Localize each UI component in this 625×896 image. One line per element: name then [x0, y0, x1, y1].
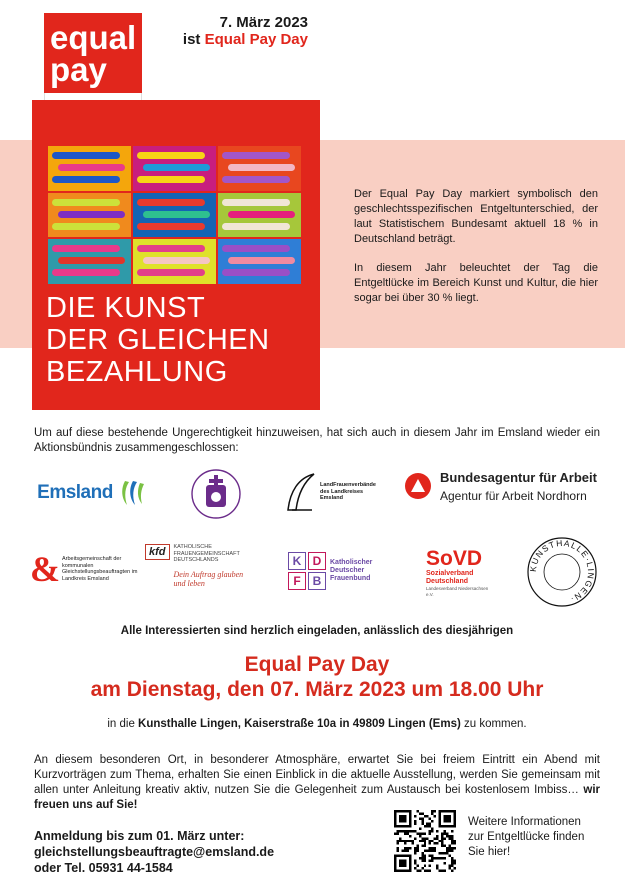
- qr-module: [431, 830, 433, 832]
- kdfb-letter: K: [288, 552, 306, 570]
- event-title: [34, 652, 600, 702]
- qr-module: [414, 822, 416, 824]
- church-emblem-icon: [190, 467, 242, 521]
- qr-module: [436, 842, 438, 844]
- qr-module: [454, 840, 456, 842]
- brush-stroke: [143, 257, 210, 264]
- qr-module: [451, 862, 453, 864]
- qr-module: [399, 860, 406, 867]
- brush-stroke: [52, 199, 120, 206]
- side-text: [354, 187, 598, 306]
- qr-module: [411, 842, 413, 844]
- qr-module: [441, 837, 443, 839]
- brush-stroke: [52, 223, 120, 230]
- kdfb-label: Katholischer Deutscher Frauenbund: [330, 559, 373, 582]
- qr-module: [424, 865, 426, 867]
- qr-module: [429, 830, 431, 832]
- brush-stroke: [143, 164, 210, 171]
- qr-module: [429, 860, 431, 862]
- color-cell: [133, 193, 216, 238]
- qr-module: [426, 822, 428, 824]
- brush-stroke: [137, 176, 205, 183]
- qr-module: [434, 815, 436, 817]
- qr-module: [404, 850, 406, 852]
- brush-stroke: [137, 152, 205, 159]
- ba-title: Bundesagentur für Arbeit: [440, 470, 597, 485]
- qr-module: [421, 867, 423, 869]
- qr-module: [431, 857, 433, 859]
- qr-module: [441, 852, 443, 854]
- qr-module: [406, 840, 408, 842]
- qr-module: [441, 832, 443, 834]
- qr-module: [406, 830, 408, 832]
- logo-line-pay: pay: [50, 51, 107, 88]
- qr-module: [429, 865, 431, 867]
- qr-module: [401, 830, 403, 832]
- qr-module: [444, 830, 446, 832]
- qr-module: [449, 850, 451, 852]
- qr-module: [419, 840, 421, 842]
- date-line-1: 7. März 2023: [219, 14, 308, 31]
- qr-module: [449, 867, 451, 869]
- qr-module: [426, 850, 428, 852]
- poster-title-line: DER GLEICHEN: [46, 324, 270, 356]
- qr-module: [416, 870, 418, 872]
- qr-module: [444, 845, 446, 847]
- landfrauen-label: LandFrauenverbände des Landkreises Emsland: [320, 482, 376, 502]
- brush-stroke: [222, 199, 290, 206]
- ag-label: Arbeitsgemeinschaft der kommunalen Gleichstellungsbeauftragten im Landkreis Emsland: [62, 556, 138, 582]
- qr-module: [434, 850, 436, 852]
- qr-module: [424, 837, 426, 839]
- qr-module: [431, 820, 433, 822]
- qr-module: [421, 845, 423, 847]
- qr-module: [436, 867, 438, 869]
- qr-module: [446, 832, 448, 834]
- qr-module: [444, 837, 446, 839]
- brush-stroke: [52, 176, 120, 183]
- sovd-logo: [426, 544, 496, 602]
- color-cell: [48, 193, 131, 238]
- qr-module: [451, 842, 453, 844]
- qr-module: [451, 865, 453, 867]
- poster-title-line: BEZAHLUNG: [46, 356, 228, 388]
- qr-module: [449, 855, 451, 857]
- qr-module: [421, 817, 423, 819]
- qr-module: [449, 847, 451, 849]
- qr-module: [399, 815, 406, 822]
- venue-suffix: zu kommen.: [460, 718, 527, 730]
- qr-module: [424, 825, 426, 827]
- kfd-abbr: kfd: [145, 544, 170, 560]
- qr-module: [426, 837, 428, 839]
- qr-module: [404, 832, 406, 834]
- qr-module: [399, 837, 401, 839]
- qr-module: [426, 815, 428, 817]
- qr-module: [404, 842, 406, 844]
- qr-module: [431, 827, 433, 829]
- qr-module: [421, 860, 423, 862]
- registration-deadline: Anmeldung bis zum 01. März unter:: [34, 829, 245, 843]
- qr-module: [446, 850, 448, 852]
- date-heading: [160, 14, 308, 48]
- qr-module: [421, 840, 423, 842]
- color-cell: [218, 239, 301, 284]
- qr-module: [414, 837, 416, 839]
- event-title-line-2: am Dienstag, den 07. März 2023 um 18.00 Uhr: [90, 678, 544, 701]
- kfd-logo: [145, 544, 257, 592]
- ba-text-block: [440, 470, 597, 503]
- venue-place: Kunsthalle Lingen, Kaiserstraße 10a in 49809 Lingen (Ems): [138, 718, 461, 730]
- qr-module: [451, 850, 453, 852]
- venue-line: [34, 718, 600, 730]
- kunsthalle-logo: [526, 536, 598, 608]
- qr-module: [409, 847, 411, 849]
- qr-module: [414, 815, 416, 817]
- qr-module: [434, 847, 436, 849]
- qr-module: [451, 860, 453, 862]
- qr-module: [454, 862, 456, 864]
- event-description: [34, 753, 600, 813]
- qr-module: [429, 817, 431, 819]
- qr-module: [424, 815, 426, 817]
- qr-module: [409, 840, 411, 842]
- sovd-sub: Landesverband Niedersachsen e.V.: [426, 586, 489, 597]
- qr-module: [454, 867, 456, 869]
- qr-module: [424, 850, 426, 852]
- qr-module: [406, 832, 408, 834]
- qr-module: [451, 837, 453, 839]
- qr-module: [451, 840, 453, 842]
- qr-module: [439, 840, 441, 842]
- color-cell: [218, 193, 301, 238]
- sovd-abbr: SoVD: [426, 547, 483, 570]
- ba-logo-icon: [404, 472, 432, 500]
- qr-module: [446, 847, 448, 849]
- qr-module: [446, 835, 448, 837]
- qr-module: [431, 847, 433, 849]
- arbeitsgemeinschaft-logo: [30, 544, 146, 594]
- intro-paragraph: Um auf diese bestehende Ungerechtigkeit hinzuweisen, hat sich auch in diesem Jahr im Emsland wieder ein Aktionsbündnis zusammengeschlossen:: [34, 427, 600, 454]
- qr-module: [414, 830, 416, 832]
- event-description-text: An diesem besonderen Ort, in besonderer Atmosphäre, erwartet Sie bei freiem Eintritt ein Abend mit Kurzvorträgen zum Thema, erhalten Sie einen Einblick in die aktuelle Ausstellung, werden Sie gemeinsam mit allen unter Anleitung kreativ aktiv, nutzen Sie die Gelegenheit zum Austausch bei kostenlosem Imbiss…: [34, 754, 600, 796]
- qr-module: [449, 845, 451, 847]
- qr-module: [414, 847, 416, 849]
- emsland-waves-icon: [117, 478, 147, 508]
- qr-module: [431, 812, 433, 814]
- qr-module: [411, 830, 413, 832]
- qr-module: [441, 857, 443, 859]
- qr-module: [396, 832, 398, 834]
- qr-module: [436, 830, 438, 832]
- qr-module: [414, 862, 416, 864]
- bundesagentur-logo: [404, 470, 600, 518]
- qr-module: [429, 822, 431, 824]
- qr-module: [429, 842, 431, 844]
- qr-module: [421, 812, 423, 814]
- qr-module: [419, 870, 421, 872]
- brush-stroke: [228, 257, 295, 264]
- qr-module: [424, 842, 426, 844]
- qr-module: [421, 822, 423, 824]
- venue-prefix: in die: [107, 718, 139, 730]
- qr-module: [396, 850, 398, 852]
- poster-title-line: DIE KUNST: [46, 292, 206, 324]
- qr-module: [441, 870, 443, 872]
- kfd-label: KATHOLISCHE FRAUENGEMEINSCHAFT DEUTSCHLANDS: [173, 544, 240, 563]
- landfrauen-logo: [284, 466, 380, 518]
- event-title-line-1: Equal Pay Day: [244, 653, 390, 676]
- brush-stroke: [228, 164, 295, 171]
- qr-module: [396, 842, 398, 844]
- equal-pay-day-logo: [44, 13, 142, 93]
- brush-stroke: [222, 269, 290, 276]
- qr-module: [409, 830, 411, 832]
- registration-phone: oder Tel. 05931 44-1584: [34, 861, 173, 875]
- brush-stroke: [52, 269, 120, 276]
- brush-stroke: [222, 245, 290, 252]
- qr-module: [444, 852, 446, 854]
- side-paragraph-1: Der Equal Pay Day markiert symbolisch den geschlechtsspezifischen Entgeltunterschied, der laut Statistischem Bundesamt aktuell 18 % in Deutschland beträgt.: [354, 188, 598, 245]
- qr-module: [451, 830, 453, 832]
- brush-stroke: [58, 257, 125, 264]
- registration-info: [34, 828, 354, 876]
- qr-module: [431, 840, 433, 842]
- qr-module: [441, 835, 443, 837]
- ampersand-icon: &: [30, 549, 60, 589]
- brush-stroke: [222, 152, 290, 159]
- qr-module: [406, 850, 408, 852]
- color-cell: [133, 239, 216, 284]
- qr-module: [436, 857, 438, 859]
- kunsthalle-seal-icon: [526, 536, 598, 608]
- kfd-motto: Dein Auftrag glauben und leben: [173, 569, 244, 588]
- qr-module: [414, 852, 416, 854]
- qr-module: [421, 855, 423, 857]
- qr-module: [421, 837, 423, 839]
- date-highlight: Equal Pay Day: [204, 31, 308, 48]
- qr-module: [451, 847, 453, 849]
- qr-module: [424, 870, 426, 872]
- qr-module: [431, 850, 433, 852]
- qr-module: [436, 837, 438, 839]
- qr-module: [426, 825, 428, 827]
- qr-module: [424, 855, 426, 857]
- qr-module: [399, 830, 401, 832]
- poster-title: [46, 292, 270, 388]
- brush-stroke: [137, 269, 205, 276]
- qr-module: [454, 842, 456, 844]
- qr-module: [451, 870, 453, 872]
- qr-module: [454, 860, 456, 862]
- qr-module: [404, 830, 406, 832]
- qr-module: [414, 850, 416, 852]
- qr-module: [416, 845, 418, 847]
- color-grid: [48, 146, 301, 284]
- qr-module: [419, 857, 421, 859]
- qr-module: [421, 852, 423, 854]
- emsland-label: Emsland: [37, 482, 113, 503]
- qr-caption: Weitere Informationen zur Entgeltlücke finden Sie hier!: [468, 816, 585, 858]
- ba-subtitle: Agentur für Arbeit Nordhorn: [440, 489, 587, 503]
- qr-module: [419, 817, 421, 819]
- qr-module: [431, 855, 433, 857]
- brush-stroke: [137, 223, 205, 230]
- qr-module: [416, 810, 418, 812]
- color-cell: [48, 146, 131, 191]
- qr-module: [444, 832, 446, 834]
- date-line-2: [160, 31, 308, 48]
- brush-stroke: [52, 245, 120, 252]
- qr-module: [444, 862, 446, 864]
- qr-module: [404, 847, 406, 849]
- kunsthalle-label: KUNSTHALLE·LINGEN·: [527, 537, 597, 605]
- qr-module: [396, 840, 398, 842]
- qr-module: [419, 812, 421, 814]
- qr-module: [416, 850, 418, 852]
- qr-module: [429, 847, 431, 849]
- qr-module: [444, 857, 446, 859]
- brush-stroke: [58, 164, 125, 171]
- qr-module: [431, 860, 433, 862]
- qr-module: [429, 855, 431, 857]
- qr-module: [396, 847, 398, 849]
- qr-module: [424, 840, 426, 842]
- qr-module: [401, 840, 403, 842]
- qr-module: [446, 852, 448, 854]
- brush-stroke: [52, 152, 120, 159]
- qr-module: [434, 837, 436, 839]
- qr-module: [409, 835, 411, 837]
- brush-stroke: [58, 211, 125, 218]
- qr-module: [439, 870, 441, 872]
- color-cell: [133, 146, 216, 191]
- qr-module: [399, 840, 401, 842]
- art-poster: [32, 100, 320, 410]
- color-cell: [48, 239, 131, 284]
- brush-stroke: [222, 223, 290, 230]
- brush-stroke: [137, 245, 205, 252]
- qr-module: [429, 832, 431, 834]
- qr-module: [451, 835, 453, 837]
- qr-module: [436, 865, 438, 867]
- qr-module: [419, 835, 421, 837]
- qr-code[interactable]: [394, 810, 456, 872]
- qr-module: [441, 845, 443, 847]
- qr-module: [421, 820, 423, 822]
- church-emblem-logo: [190, 466, 242, 522]
- logo-line-equal: equal: [50, 19, 137, 56]
- kdfb-grid: [288, 552, 326, 590]
- qr-module: [421, 832, 423, 834]
- qr-module: [419, 832, 421, 834]
- qr-module: [421, 857, 423, 859]
- qr-module: [431, 810, 433, 812]
- emsland-logo: [30, 474, 154, 512]
- qr-module: [429, 825, 431, 827]
- qr-module: [449, 865, 451, 867]
- qr-module: [454, 847, 456, 849]
- brush-stroke: [228, 211, 295, 218]
- qr-module: [429, 870, 431, 872]
- qr-module: [424, 845, 426, 847]
- qr-module: [449, 837, 451, 839]
- registration-email[interactable]: gleichstellungsbeauftragte@emsland.de: [34, 845, 275, 859]
- qr-module: [439, 852, 441, 854]
- qr-module: [441, 842, 443, 844]
- kdfb-letter: D: [308, 552, 326, 570]
- qr-module: [439, 857, 441, 859]
- qr-module: [404, 840, 406, 842]
- brush-stroke: [143, 211, 210, 218]
- qr-module: [434, 857, 436, 859]
- qr-module: [416, 847, 418, 849]
- landfrauen-figure-icon: [284, 470, 318, 514]
- qr-module: [444, 870, 446, 872]
- invitation-line: Alle Interessierten sind herzlich eingeladen, anlässlich des diesjährigen: [120, 625, 514, 637]
- kfd-text-block: [174, 544, 246, 588]
- qr-module: [419, 827, 421, 829]
- brush-stroke: [137, 199, 205, 206]
- qr-module: [396, 830, 398, 832]
- qr-module: [444, 815, 451, 822]
- qr-module: [436, 835, 438, 837]
- color-cell: [218, 146, 301, 191]
- qr-module: [401, 850, 403, 852]
- kdfb-letter: F: [288, 572, 306, 590]
- qr-module: [429, 840, 431, 842]
- kdfb-letter: B: [308, 572, 326, 590]
- qr-module: [424, 860, 426, 862]
- qr-module: [424, 857, 426, 859]
- qr-module: [429, 850, 431, 852]
- qr-module: [434, 842, 436, 844]
- qr-module: [441, 840, 443, 842]
- qr-module: [414, 860, 416, 862]
- kdfb-logo: [288, 546, 392, 596]
- side-paragraph-2: In diesem Jahr beleuchtet der Tag die Entgeltlücke im Bereich Kunst und Kultur, die hier sogar bei über 30 % liegt.: [354, 262, 598, 304]
- qr-module: [434, 810, 436, 812]
- event-description-closing: wir freuen uns auf Sie!: [34, 784, 600, 811]
- qr-module: [414, 867, 416, 869]
- qr-module: [451, 857, 453, 859]
- qr-module: [449, 835, 451, 837]
- date-prefix: ist: [182, 31, 205, 48]
- qr-module: [411, 840, 413, 842]
- brush-stroke: [222, 176, 290, 183]
- qr-module: [414, 820, 416, 822]
- sovd-label: Sozialverband Deutschland: [426, 570, 474, 585]
- qr-module: [406, 847, 408, 849]
- qr-module: [394, 832, 396, 834]
- qr-module: [416, 832, 418, 834]
- qr-module: [426, 870, 428, 872]
- qr-module: [424, 832, 426, 834]
- qr-module: [416, 865, 418, 867]
